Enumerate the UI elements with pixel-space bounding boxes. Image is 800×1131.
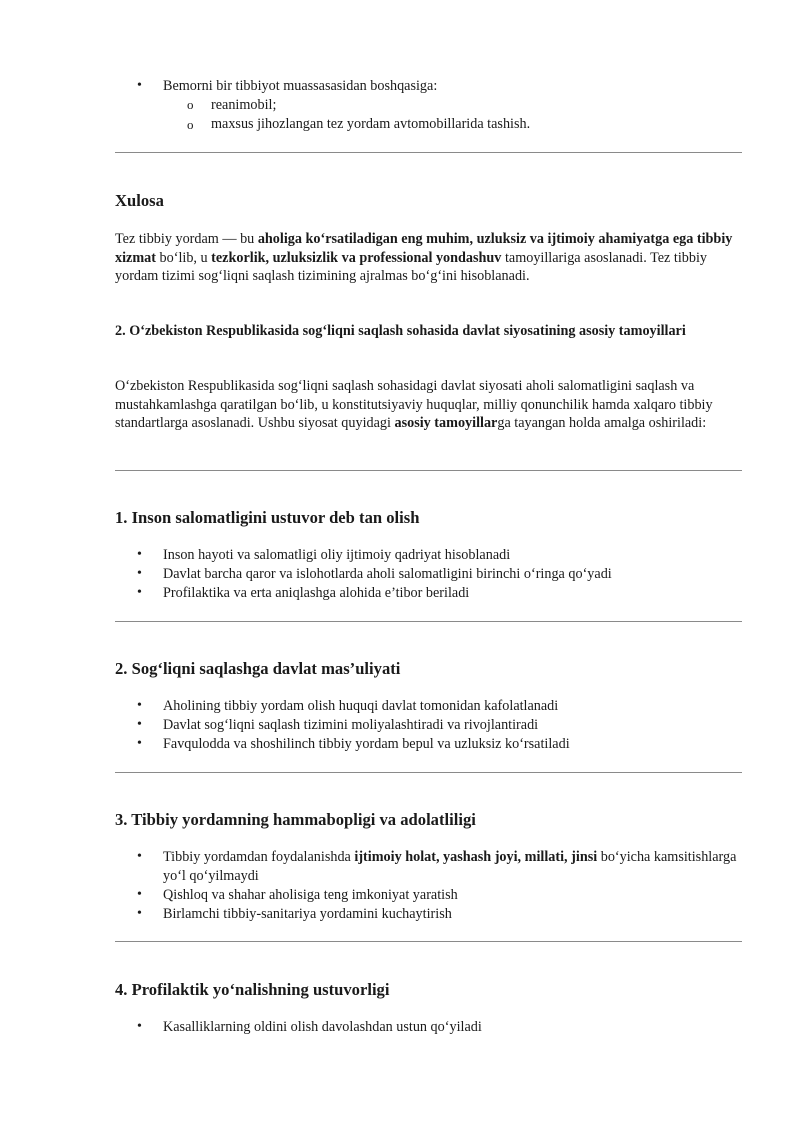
list-item: Kasalliklarning oldini olish davolashdan ustun qo‘yiladi bbox=[163, 1019, 482, 1035]
divider bbox=[115, 470, 742, 471]
divider bbox=[115, 941, 742, 942]
bullet: • bbox=[137, 1019, 142, 1034]
bullet: • bbox=[137, 717, 142, 732]
sub-list-item: reanimobil; bbox=[211, 97, 277, 113]
bullet: • bbox=[137, 849, 142, 864]
sub-list-item: maxsus jihozlangan tez yordam avtomobillarida tashish. bbox=[211, 116, 531, 132]
list-item: Inson hayoti va salomatligi oliy ijtimoiy qadriyat hisoblanadi bbox=[163, 547, 511, 563]
divider bbox=[115, 152, 742, 153]
principle-heading: 1. Inson salomatligini ustuvor deb tan olish bbox=[115, 508, 420, 527]
principle-heading: 3. Tibbiy yordamning hammabopligi va adolatliligi bbox=[115, 810, 476, 829]
bullet: • bbox=[137, 547, 142, 562]
bullet: • bbox=[137, 736, 142, 751]
principle-heading: 4. Profilaktik yo‘nalishning ustuvorligi bbox=[115, 980, 390, 999]
list-item: Aholining tibbiy yordam olish huquqi davlat tomonidan kafolatlanadi bbox=[163, 698, 559, 714]
list-item: Bemorni bir tibbiyot muassasasidan boshqasiga: bbox=[163, 78, 438, 94]
bullet: • bbox=[137, 698, 142, 713]
sub-bullet: o bbox=[187, 97, 194, 112]
list-item: Davlat barcha qaror va islohotlarda aholi salomatligini birinchi o‘ringa qo‘yadi bbox=[163, 566, 612, 582]
bullet: • bbox=[137, 906, 142, 921]
list-item: Davlat sog‘liqni saqlash tizimini moliyalashtiradi va rivojlantiradi bbox=[163, 717, 539, 733]
bullet: • bbox=[137, 78, 142, 93]
list-item: Birlamchi tibbiy-sanitariya yordamini kuchaytirish bbox=[163, 906, 452, 922]
bullet: • bbox=[137, 887, 142, 902]
section-heading-xulosa: Xulosa bbox=[115, 191, 164, 210]
bullet: • bbox=[137, 585, 142, 600]
divider bbox=[115, 621, 742, 622]
bullet: • bbox=[137, 566, 142, 581]
section-intro-paragraph: O‘zbekiston Respublikasida sog‘liqni saqlash sohasidagi davlat siyosati aholi salomatligini saqlash va mustahkamlashga qaratilgan bo‘lib, u konstitutsiyaviy huquqlar, milliy qonunchilik hamda xalqaro tibbiy standartlarga asoslanadi. Ushbu siyosat quyidagi asosiy tamoyillarga tayangan holda amalga oshiriladi: bbox=[115, 378, 713, 431]
list-item: Tibbiy yordamdan foydalanishda ijtimoiy holat, yashash joyi, millati, jinsi bo‘yicha kamsitishlarga yo‘l qo‘yilmaydi bbox=[163, 849, 737, 884]
xulosa-paragraph: Tez tibbiy yordam — bu aholiga ko‘rsatiladigan eng muhim, uzluksiz va ijtimoiy ahamiyatga ega tibbiy xizmat bo‘lib, u tezkorlik, uzluksizlik va professional yondashuv tamoyillariga asoslanadi. Tez tibbiy yordam tizimi sog‘liqni saqlash tizimining ajralmas bo‘g‘ini hisoblanadi. bbox=[115, 231, 733, 284]
list-item: Qishloq va shahar aholisiga teng imkoniyat yaratish bbox=[163, 887, 458, 903]
list-item: Profilaktika va erta aniqlashga alohida e’tibor beriladi bbox=[163, 585, 470, 601]
sub-bullet: o bbox=[187, 117, 194, 132]
list-item: Favqulodda va shoshilinch tibbiy yordam bepul va uzluksiz ko‘rsatiladi bbox=[163, 736, 570, 752]
divider bbox=[115, 772, 742, 773]
section-title: 2. O‘zbekiston Respublikasida sog‘liqni saqlash sohasida davlat siyosatining asosiy tamoyillari bbox=[115, 323, 686, 339]
principle-heading: 2. Sog‘liqni saqlashga davlat mas’uliyati bbox=[115, 659, 401, 678]
